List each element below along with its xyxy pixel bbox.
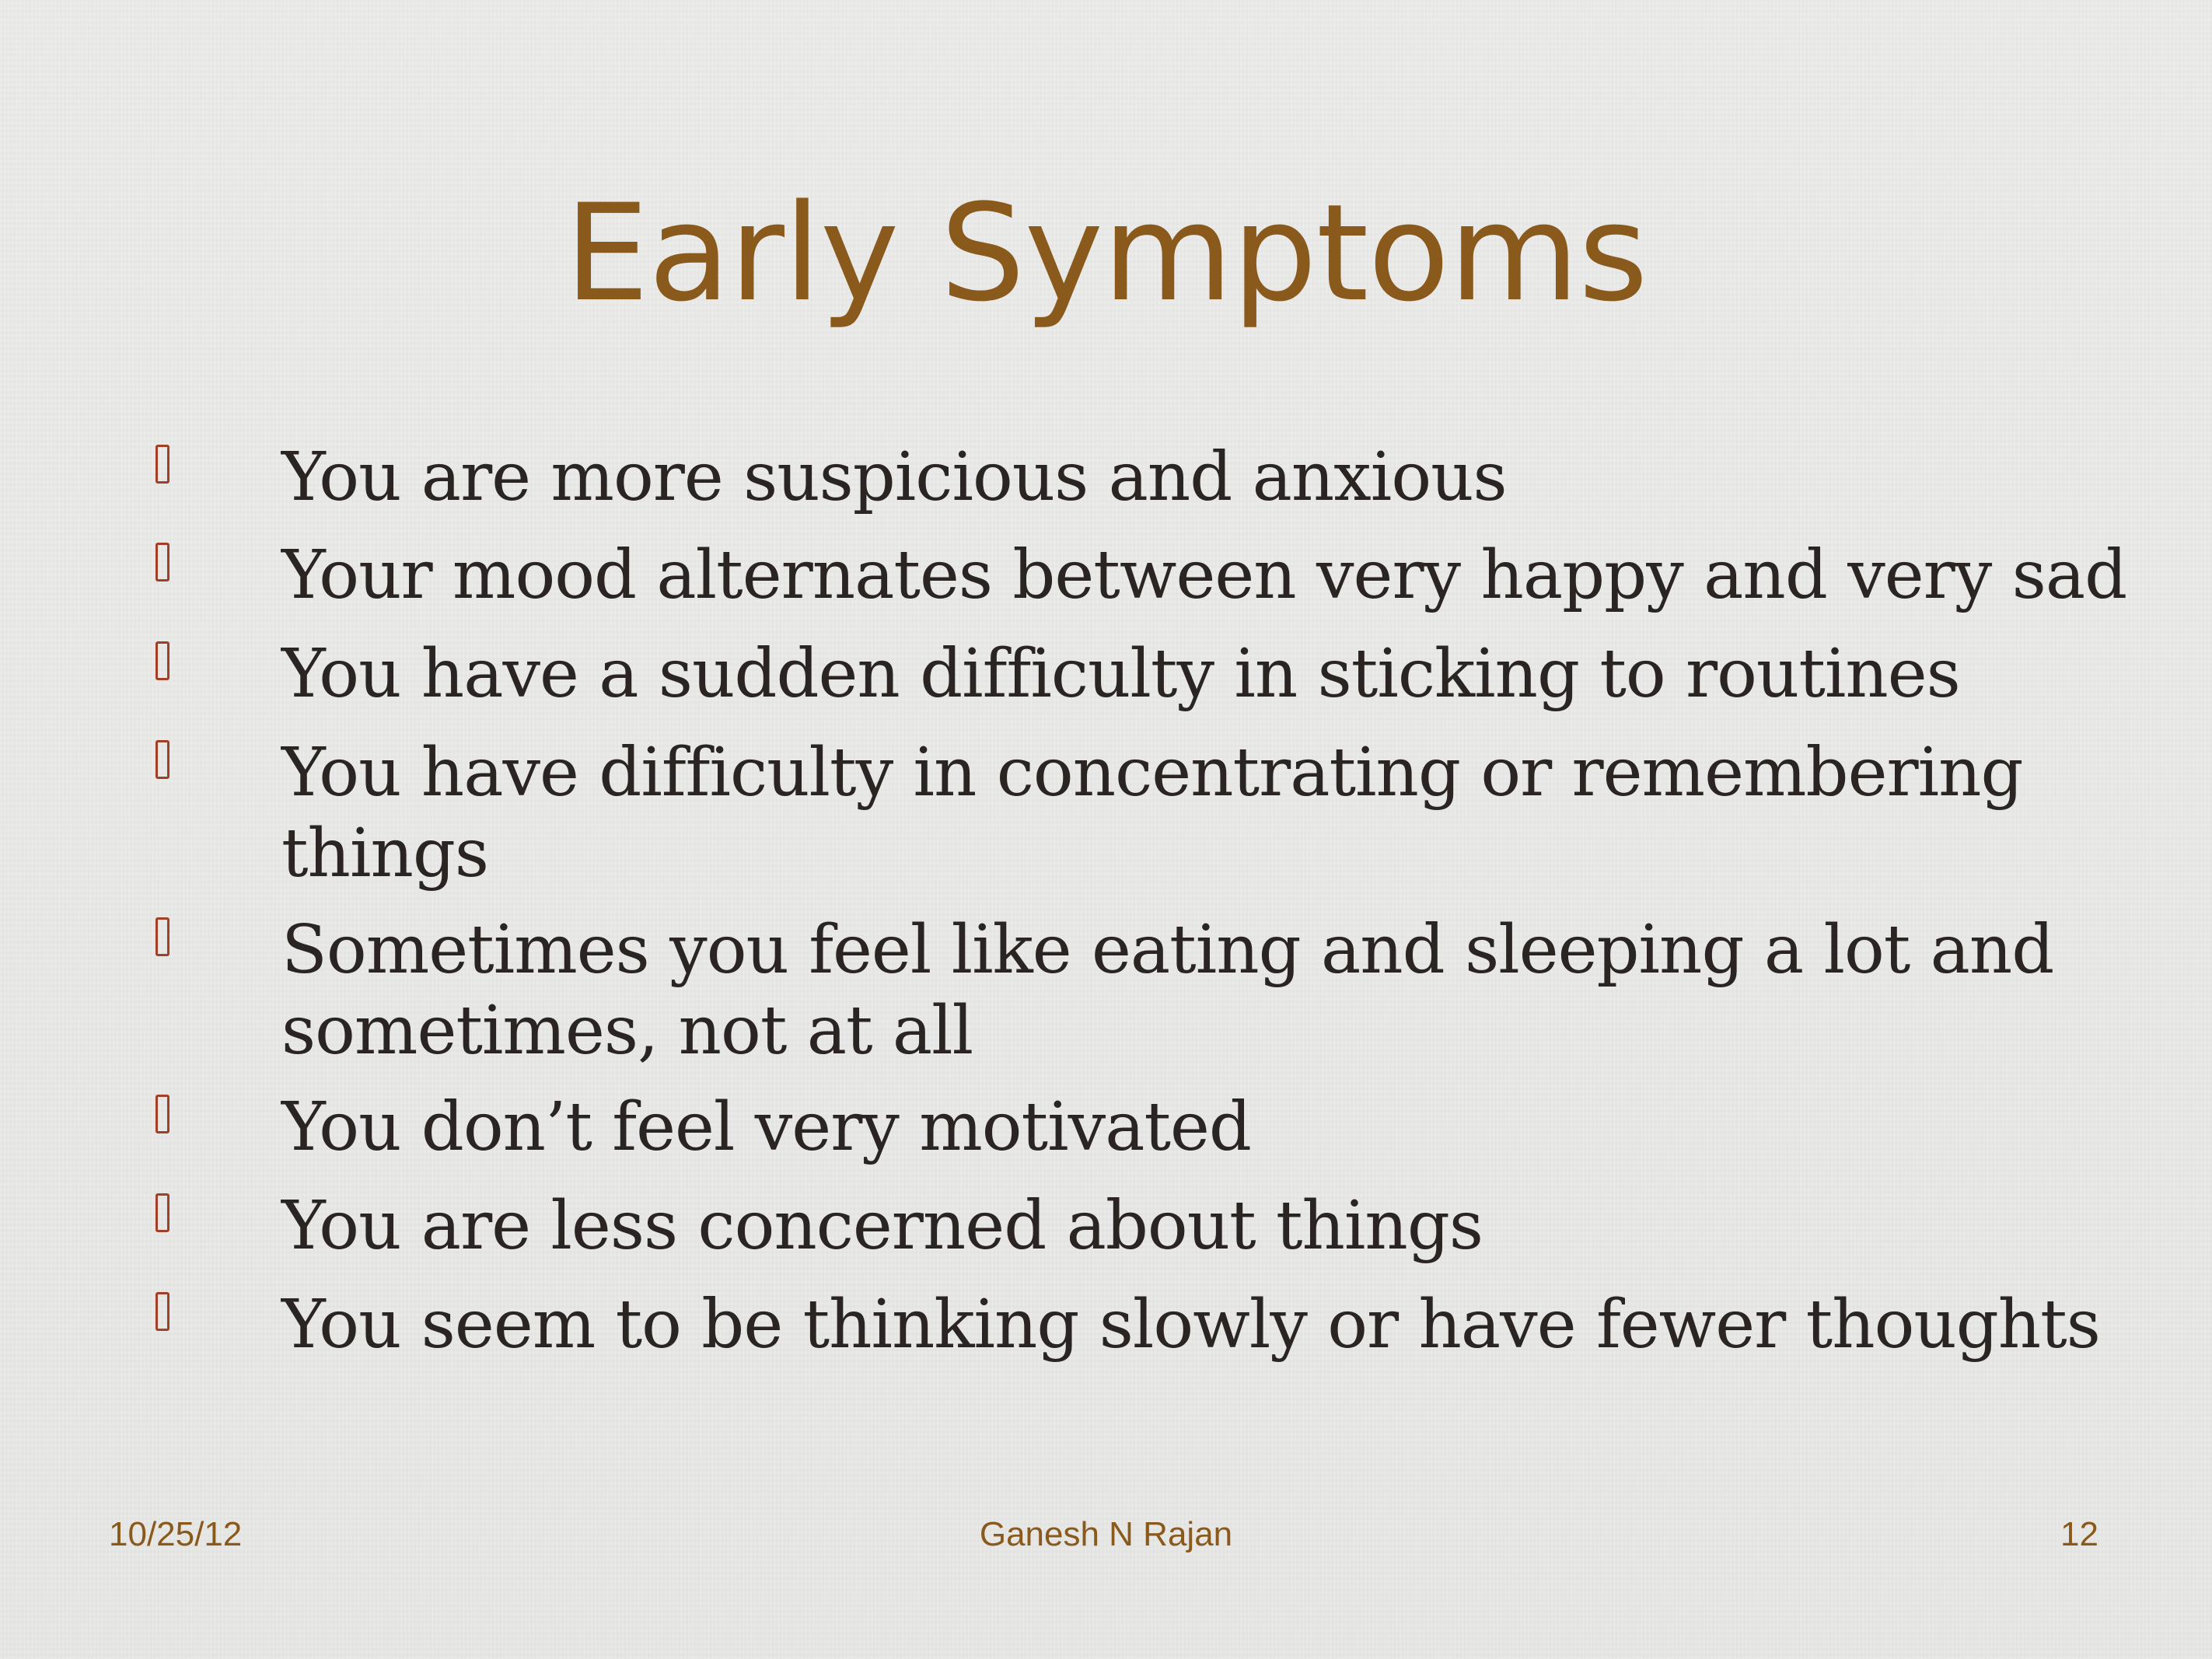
bullet-text: You have difficulty in concentrating or remembering things [281,734,2023,892]
bullet-marker-icon [156,1292,169,1331]
footer-author: Ganesh N Rajan [979,1515,1233,1553]
bullet-marker-icon [156,1193,169,1232]
bullet-text: You are more suspicious and anxious [281,438,1507,516]
footer-page-number: 12 [2060,1515,2098,1553]
bullet-marker-icon [156,445,169,484]
footer-date: 10/25/12 [109,1515,243,1553]
bullet-marker-icon [156,740,169,779]
bullet-text: You seem to be thinking slowly or have fewer thoughts [281,1286,2100,1364]
slide-title: Early Symptoms [564,175,1648,331]
bullet-text: You don’t feel very motivated [281,1088,1251,1166]
bullet-marker-icon [156,917,169,956]
bullet-text: Sometimes you feel like eating and sleeping a lot and sometimes, not at all [281,911,2054,1070]
bullet-text: You are less concerned about things [281,1187,1483,1265]
bullet-marker-icon [156,1095,169,1133]
bullet-text: Your mood alternates between very happy and very sad [281,536,2127,614]
bullet-marker-icon [156,543,169,582]
bullet-text: You have a sudden difficulty in sticking to routines [281,635,1960,713]
bullet-marker-icon [156,641,169,680]
